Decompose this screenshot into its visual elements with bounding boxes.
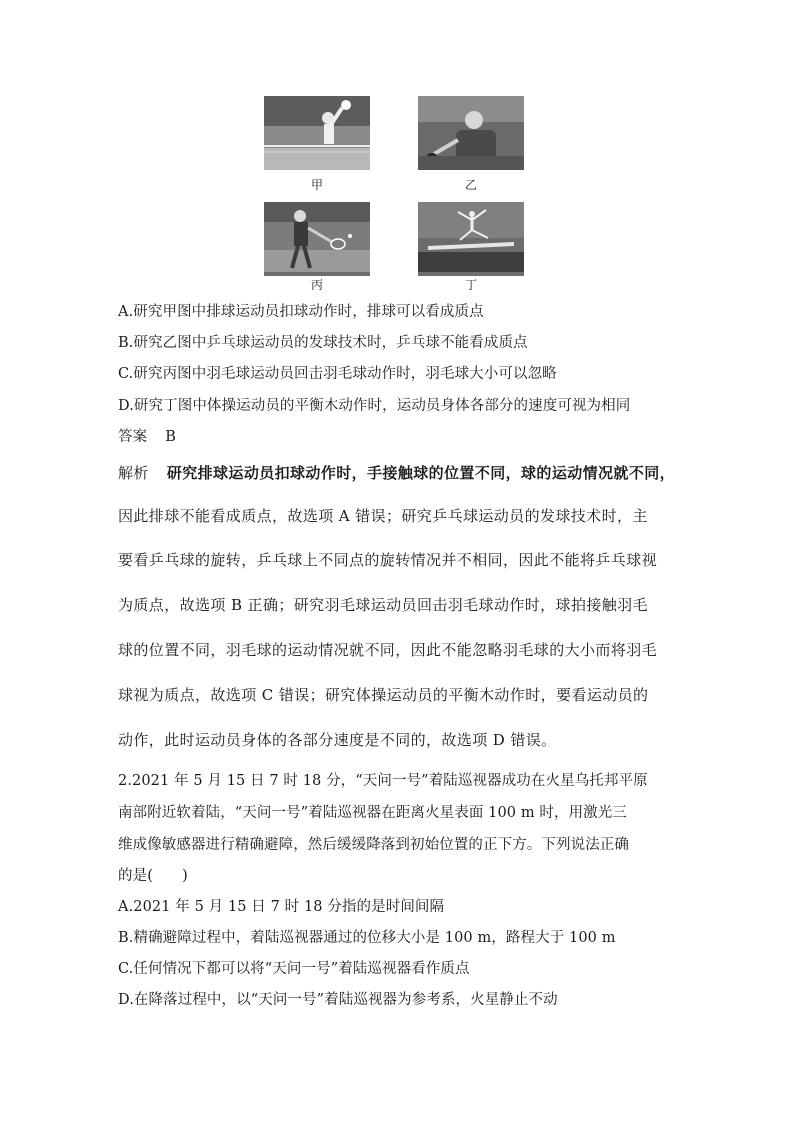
q1-option-d: D.研究丁图中体操运动员的平衡木动作时，运动员身体各部分的速度可视为相同	[118, 398, 631, 414]
q1-analysis-line-3: 要看乒乓球的旋转，乒乓球上不同点的旋转情况并不相同，因此不能将乒乓球视	[118, 551, 658, 569]
q2-option-b: B.精确避障过程中，着陆巡视器通过的位移大小是 100 m，路程大于 100 m	[118, 930, 616, 946]
q2-stem-line-2: 南部附近软着陆，“天问一号”着陆巡视器在距离火星表面 100 m 时，用激光三	[118, 805, 627, 821]
q1-option-c: C.研究丙图中羽毛球运动员回击羽毛球动作时，羽毛球大小可以忽略	[118, 366, 557, 382]
volleyball-image	[264, 96, 370, 170]
photo-volleyball	[264, 96, 370, 170]
q1-analysis-line-5: 球的位置不同，羽毛球的运动情况就不同，因此不能忽略羽毛球的大小而将羽毛	[118, 641, 658, 659]
q2-stem-line-3: 维成像敏感器进行精确避障，然后缓缓降落到初始位置的正下方。下列说法正确	[118, 837, 629, 853]
q1-analysis-line-1: 解析 研究排球运动员扣球动作时，手接触球的位置不同，球的运动情况就不同，	[118, 464, 676, 482]
q2-stem-line-1: 2.2021 年 5 月 15 日 7 时 18 分，“天问一号”着陆巡视器成功在火星乌托邦平原	[118, 773, 648, 789]
caption-yi: 乙	[464, 178, 477, 192]
q1-answer	[118, 425, 176, 446]
figure-photos	[0, 0, 794, 300]
photo-badminton	[264, 202, 370, 276]
answer-value: B	[165, 429, 176, 445]
answer-label: 答案	[118, 429, 148, 445]
q2-option-a: A.2021 年 5 月 15 日 7 时 18 分指的是时间间隔	[118, 899, 445, 915]
q1-analysis-line-7: 动作，此时运动员身体的各部分速度是不同的，故选项 D 错误。	[118, 731, 557, 749]
q1-option-a: A.研究甲图中排球运动员扣球动作时，排球可以看成质点	[118, 304, 484, 320]
caption-bing: 丙	[310, 278, 323, 292]
analysis-label: 解析	[118, 464, 149, 482]
badminton-image	[264, 202, 370, 272]
q2-option-c: C.任何情况下都可以将“天问一号”着陆巡视器看作质点	[118, 961, 470, 977]
q2-stem-line-4: 的是( )	[118, 868, 188, 884]
photo-table-tennis	[418, 96, 524, 170]
q2-option-d: D.在降落过程中，以“天问一号”着陆巡视器为参考系，火星静止不动	[118, 992, 558, 1008]
q1-analysis-line-4: 为质点，故选项 B 正确；研究羽毛球运动员回击羽毛球动作时，球拍接触羽毛	[118, 596, 648, 614]
gymnastics-image	[418, 202, 524, 272]
q1-analysis-line-6: 球视为质点，故选项 C 错误；研究体操运动员的平衡木动作时，要看运动员的	[118, 686, 649, 704]
caption-jia: 甲	[310, 178, 323, 192]
photo-gymnastics	[418, 202, 524, 276]
caption-ding: 丁	[464, 278, 477, 292]
q1-option-b: B.研究乙图中乒乓球运动员的发球技术时，乒乓球不能看成质点	[118, 335, 528, 351]
q1-analysis-line-2: 因此排球不能看成质点，故选项 A 错误；研究乒乓球运动员的发球技术时，主	[118, 507, 648, 525]
table-tennis-image	[418, 96, 524, 170]
